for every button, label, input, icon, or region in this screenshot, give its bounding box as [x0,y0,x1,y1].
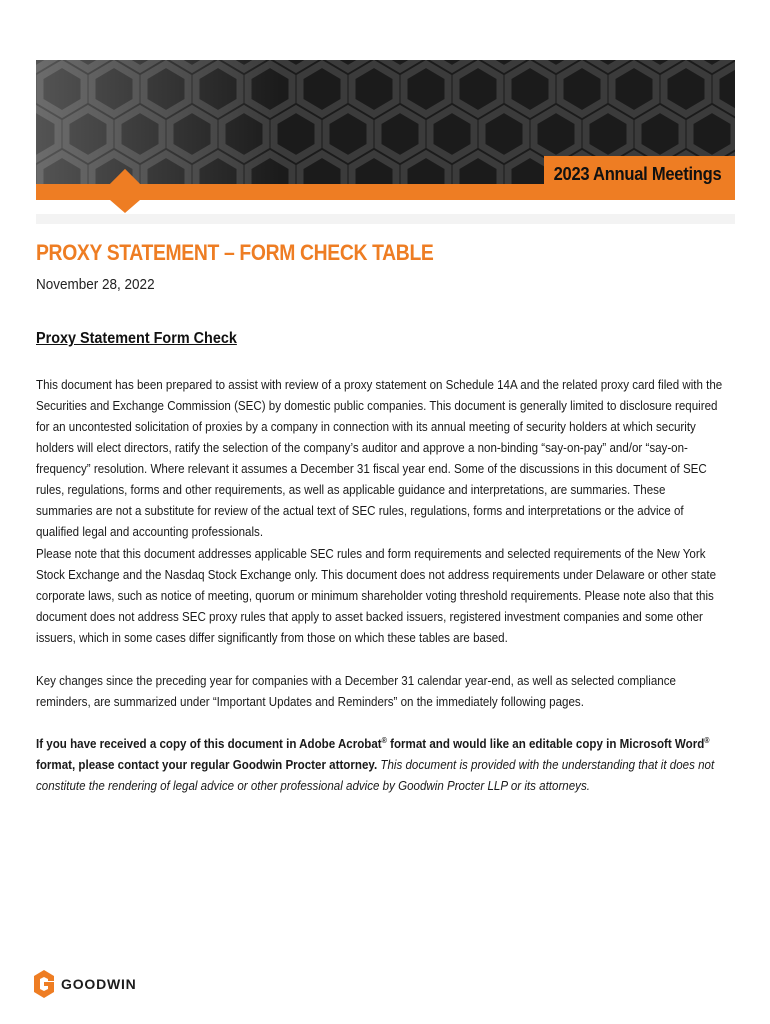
key-changes-paragraph: Key changes since the preceding year for companies with a December 31 calendar year-end, as well as selected compliance reminders, are summarized under “Important Updates and Reminders” on the immediately following pages. [36,673,676,709]
hexagon-pattern-graphic [36,60,735,224]
editable-copy-bold-3: format, please contact your regular Goodwin Procter attorney. [36,757,378,772]
goodwin-g-icon [34,970,54,998]
header-banner [36,60,735,224]
disclaimer-text: This document is provided with the understanding that it does not constitute the rendering of legal advice or other professional advice by Goodwin Procter LLP or its attorneys. [36,757,715,793]
banner-label: 2023 Annual Meetings [553,164,721,184]
document-title: PROXY STATEMENT – FORM CHECK TABLE [36,240,434,265]
editable-copy-bold-1: If you have received a copy of this document in Adobe Acrobat [36,736,382,751]
editable-copy-bold-2: format and would like an editable copy in Microsoft Word [386,736,705,751]
goodwin-logo [34,970,137,998]
document-date: November 28, 2022 [36,276,155,293]
scope-paragraph: Please note that this document addresses applicable SEC rules and form requirements and selected requirements of the New York Stock Exchange and the Nasdaq Stock Exchange only. This document does not address requirements under Delaware or other state corporate laws, such as notice of meeting, quorum or minimum shareholder voting threshold requirements. Please note also that this document does not address SEC proxy rules that apply to asset backed issuers, registered investment companies and some other issuers, which in some cases differ significantly from those on which these tables are based. [36,546,717,645]
editable-copy-paragraph [36,733,724,796]
registered-mark: ® [381,736,387,745]
section-heading: Proxy Statement Form Check [36,330,237,347]
intro-paragraph: This document has been prepared to assist with review of a proxy statement on Schedule 14A and the related proxy card filed with the Securities and Exchange Commission (SEC) by domestic public companies. This document is generally limited to disclosure required for an uncontested solicitation of proxies by a company in connection with its annual meeting of security holders at which security holders will elect directors, ratify the selection of the company’s auditor and approve a non-binding “say-on-pay” and/or “say-on-frequency” resolution. Where relevant it assumes a December 31 fiscal year end. Some of the discussions in this document of SEC rules, regulations, forms and other requirements, as well as applicable guidance and interpretations, are summaries. These summaries are not a substitute for review of the actual text of SEC rules, regulations, forms and interpretations or the advice of qualified legal and accounting professionals. [36,377,723,539]
registered-mark: ® [704,736,710,745]
logo-text: GOODWIN [61,976,137,992]
